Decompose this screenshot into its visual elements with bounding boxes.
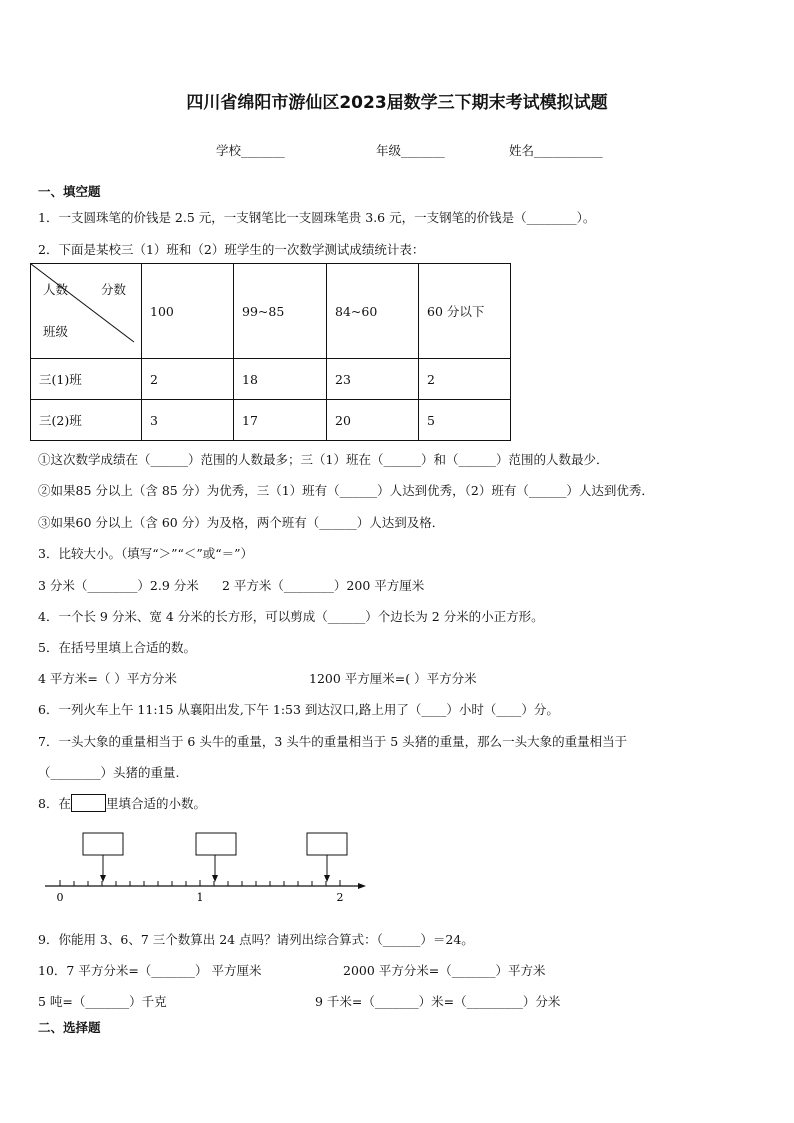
arrow-right-icon — [358, 883, 366, 889]
table-cell: 18 — [234, 359, 327, 400]
answer-box — [196, 833, 236, 855]
corner-class-label: 班级 — [43, 324, 69, 339]
table-cell: 5 — [419, 400, 511, 441]
question-10-c: 5 吨=（_______）千克 — [38, 994, 167, 1009]
table-cell: 2 — [142, 359, 234, 400]
school-field: 学校_______ — [216, 143, 285, 158]
question-9: 9．你能用 3、6、7 三个数算出 24 点吗？请列出综合算式：（______）＝24。 — [38, 932, 474, 947]
diagonal-line — [31, 264, 141, 358]
number-line — [40, 828, 380, 908]
header-cell: 84~60 — [327, 264, 419, 359]
question-5: 5．在括号里填上合适的数。 — [38, 640, 196, 655]
question-10-a: 10．7 平方分米=（_______） 平方厘米 — [38, 963, 262, 978]
grade-field: 年级_______ — [376, 143, 445, 158]
question-8-prefix: 8．在 — [38, 796, 71, 811]
question-3: 3．比较大小。（填写“＞”“＜”或“＝”） — [38, 546, 254, 561]
table-row — [31, 359, 511, 400]
header-cell: 100 — [142, 264, 234, 359]
score-table — [30, 263, 511, 441]
row-label: 三(1)班 — [31, 359, 142, 400]
table-row — [31, 400, 511, 441]
tick-label: 0 — [56, 891, 64, 904]
question-3-a: 3 分米（________）2.9 分米 — [38, 578, 199, 593]
page-title: 四川省绵阳市游仙区2023届数学三下期末考试模拟试题 — [186, 93, 608, 113]
answer-box — [307, 833, 347, 855]
arrow-down-icon — [100, 875, 106, 882]
question-4: 4．一个长 9 分米、宽 4 分米的长方形，可以剪成（______）个边长为 2 分米的小正方形。 — [38, 609, 544, 624]
question-5-b: 1200 平方厘米=( ）平方分米 — [309, 671, 477, 686]
table-cell: 20 — [327, 400, 419, 441]
arrow-down-icon — [324, 875, 330, 882]
question-8-suffix: 里填合适的小数。 — [105, 796, 206, 811]
table-cell: 23 — [327, 359, 419, 400]
table-cell: 17 — [234, 400, 327, 441]
corner-people-label: 人数 — [43, 282, 69, 297]
header-cell: 99~85 — [234, 264, 327, 359]
question-7-line-2: （________）头猪的重量. — [38, 765, 180, 780]
question-7-line-1: 7．一头大象的重量相当于 6 头牛的重量，3 头牛的重量相当于 5 头猪的重量，那么一头大象的重量相当于 — [38, 734, 628, 749]
question-10-b: 2000 平方分米=（_______）平方米 — [343, 963, 546, 978]
table-cell: 3 — [142, 400, 234, 441]
question-2: 2．下面是某校三（1）班和（2）班学生的一次数学测试成绩统计表： — [38, 242, 425, 257]
tick-label: 1 — [196, 891, 204, 904]
question-3-b: 2 平方米（________）200 平方厘米 — [222, 578, 425, 593]
question-10-d: 9 千米=（_______）米=（_________）分米 — [315, 994, 561, 1009]
header-cell: 60 分以下 — [419, 264, 511, 359]
table-cell: 2 — [419, 359, 511, 400]
section-fill-in: 一、填空题 — [38, 184, 101, 199]
row-label: 三(2)班 — [31, 400, 142, 441]
section-multiple-choice: 二、选择题 — [38, 1020, 101, 1035]
answer-box — [71, 794, 106, 812]
question-6: 6．一列火车上午 11:15 从襄阳出发,下午 1:53 到达汉口,路上用了（____）小时（____）分。 — [38, 702, 559, 717]
question-2-part-1: ①这次数学成绩在（______）范围的人数最多；三（1）班在（______）和（______）范围的人数最少． — [38, 452, 609, 467]
question-1: 1．一支圆珠笔的价钱是 2.5 元，一支钢笔比一支圆珠笔贵 3.6 元，一支钢笔的价钱是（________）。 — [38, 210, 596, 225]
question-2-part-2: ②如果85 分以上（含 85 分）为优秀，三（1）班有（______）人达到优秀，（2）班有（______）人达到优秀． — [38, 483, 654, 498]
question-2-part-3: ③如果60 分以上（含 60 分）为及格，两个班有（______）人达到及格． — [38, 515, 445, 530]
tick-label: 2 — [336, 891, 344, 904]
name-field: 姓名___________ — [509, 143, 603, 158]
answer-box — [83, 833, 123, 855]
table-corner-cell — [31, 264, 142, 359]
question-8 — [38, 794, 206, 812]
corner-score-label: 分数 — [101, 282, 127, 297]
arrow-down-icon — [212, 875, 218, 882]
question-5-a: 4 平方米=（ ）平方分米 — [38, 671, 177, 686]
